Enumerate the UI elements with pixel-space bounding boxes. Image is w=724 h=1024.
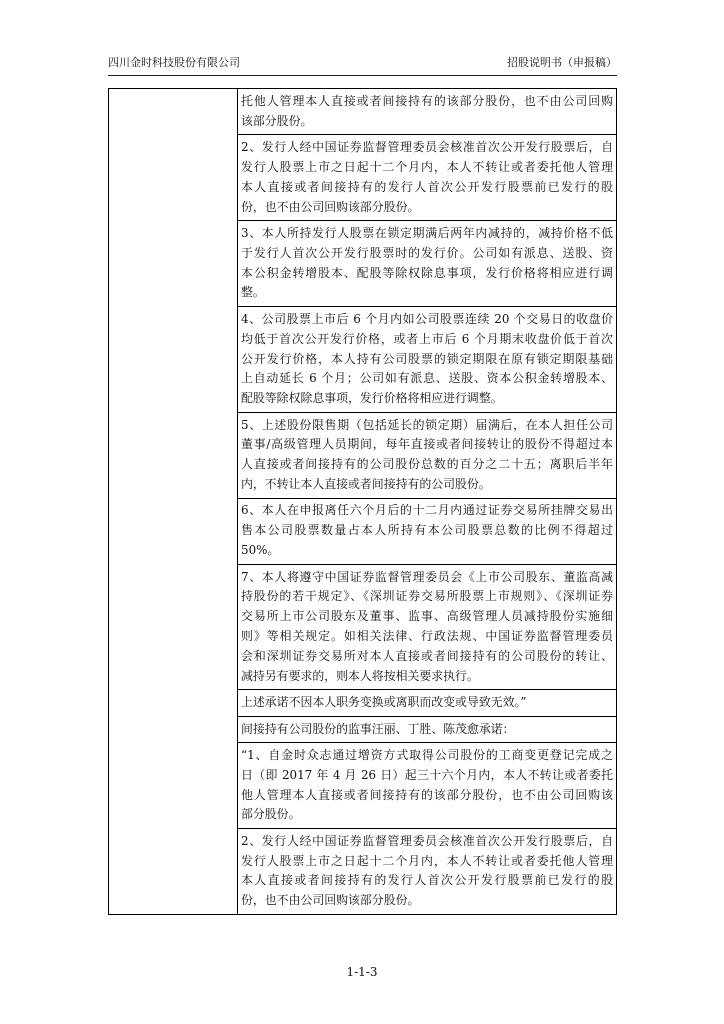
paragraph-line: 人直接或者间接持有的公司股份总数的百分之二十五；离职后半年: [241, 457, 613, 472]
header-document-title: 招股说明书（申报稿）: [507, 56, 617, 69]
paragraph-line: 3、本人所持发行人股票在锁定期满后两年内减持的，减持价格不低: [241, 226, 613, 241]
commitment-paragraph: [238, 717, 616, 743]
commitment-paragraph: [238, 413, 616, 499]
commitment-paragraph: [238, 829, 616, 914]
paragraph-line: 5、上述股份限售期（包括延长的锁定期）届满后，在本人担任公司: [241, 417, 613, 432]
paragraph-line: 本人直接或者间接持有的发行人首次公开发行股票前已发行的股: [241, 179, 613, 194]
paragraph-line: 托他人管理本人直接或者间接持有的该部分股份，也不由公司回购: [241, 93, 613, 108]
paragraph-line: 份，也不由公司回购该部分股份。: [241, 199, 420, 214]
commitment-paragraph: [238, 89, 616, 135]
paragraph-line: 内，不转让本人直接或者间接持有的公司股份。: [241, 476, 491, 491]
commitment-paragraph: [238, 499, 616, 565]
commitment-paragraph: [238, 690, 616, 716]
paragraph-line: 他人管理本人直接或者间接持有的该部分股份，也不由公司回购该: [241, 787, 613, 802]
paragraph-line: 50%。: [241, 543, 280, 558]
paragraph-line: 间接持有公司股份的监事汪丽、丁胜、陈茂愈承诺：: [241, 721, 515, 736]
paragraph-line: 发行人股票上市之日起十二个月内，本人不转让或者委托他人管理: [241, 853, 613, 868]
paragraph-line: 份，也不由公司回购该部分股份。: [241, 893, 420, 908]
left-column-cell: [109, 89, 238, 914]
paragraph-line: 上自动延长 6 个月；公司如有派息、送股、资本公积金转增股本、: [241, 371, 613, 386]
paragraph-line: 售本公司股票数量占本人所持有本公司股票总数的比例不得超过: [241, 523, 613, 538]
paragraph-line: 公开发行价格，本人持有公司股票的锁定期限在原有锁定期限基础: [241, 351, 613, 366]
paragraph-line: 本人直接或者间接持有的发行人首次公开发行股票前已发行的股: [241, 873, 613, 888]
commitment-paragraph: [238, 135, 616, 221]
paragraph-line: 上述承诺不因本人职务变换或离职而改变或导致无效。”: [241, 695, 527, 710]
paragraph-line: 4、公司股票上市后 6 个月内如公司股票连续 20 个交易日的收盘价: [241, 311, 613, 326]
paragraph-line: 6、本人在申报离任六个月后的十二月内通过证券交易所挂牌交易出: [241, 503, 613, 518]
paragraph-line: 7、本人将遵守中国证券监督管理委员会《上市公司股东、董监高减: [241, 569, 613, 584]
paragraph-line: 发行人股票上市之日起十二个月内，本人不转让或者委托他人管理: [241, 159, 613, 174]
page-number: 1-1-3: [346, 965, 378, 979]
header-company-name: 四川金时科技股份有限公司: [108, 56, 240, 69]
commitment-paragraph: [238, 307, 616, 413]
paragraph-line: “1、自金时众志通过增资方式取得公司股份的工商变更登记完成之: [241, 747, 613, 762]
commitment-paragraph: [238, 743, 616, 829]
paragraph-line: 于发行人首次公开发行股票时的发行价。公司如有派息、送股、资: [241, 245, 613, 260]
paragraph-line: 本公积金转增股本、配股等除权除息事项，发行价格将相应进行调: [241, 265, 613, 280]
paragraph-line: 会和深圳证券交易所对本人直接或者间接持有的公司股份的转让、: [241, 648, 613, 663]
paragraph-line: 日（即 2017 年 4 月 26 日）起三十六个月内，本人不转让或者委托: [241, 767, 613, 782]
paragraph-line: 整。: [241, 285, 265, 300]
commitment-table: [108, 88, 617, 915]
paragraph-line: 2、发行人经中国证券监督管理委员会核准首次公开发行股票后，自: [241, 833, 613, 848]
paragraph-line: 交易所上市公司股东及董事、监事、高级管理人员减持股份实施细: [241, 609, 613, 624]
paragraph-line: 该部分股份。: [241, 113, 313, 128]
paragraph-line: 均低于首次公开发行价格，或者上市后 6 个月期末收盘价低于首次: [241, 331, 613, 346]
paragraph-line: 则》等相关规定。如相关法律、行政法规、中国证券监督管理委员: [241, 628, 613, 643]
commitment-paragraph: [238, 221, 616, 307]
paragraph-line: 持股份的若干规定》、《深圳证券交易所股票上市规则》、《深圳证券: [241, 589, 613, 604]
paragraph-line: 减持另有要求的，则本人将按相关要求执行。: [241, 668, 479, 683]
right-column-cell: [238, 89, 616, 914]
paragraph-line: 部分股份。: [241, 807, 301, 822]
paragraph-line: 2、发行人经中国证券监督管理委员会核准首次公开发行股票后，自: [241, 140, 613, 155]
commitment-paragraph: [238, 565, 616, 690]
paragraph-line: 董事/高级管理人员期间，每年直接或者间接转让的股份不得超过本: [241, 437, 613, 452]
header-divider: [108, 75, 617, 76]
paragraph-line: 配股等除权除息事项，发行价格将相应进行调整。: [241, 391, 503, 406]
